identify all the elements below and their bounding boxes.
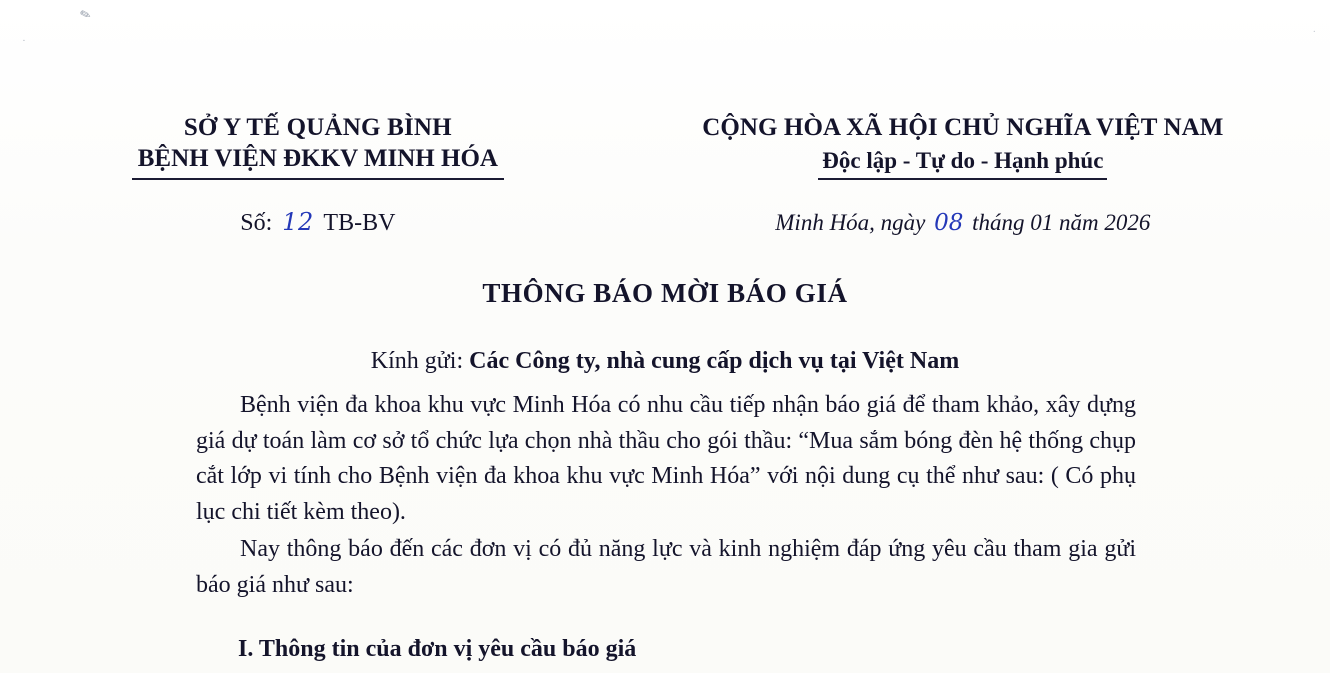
body-paragraph: Nay thông báo đến các đơn vị có đủ năng lực và kinh nghiệm đáp ứng yêu cầu tham gia gửi báo giá như sau: bbox=[196, 536, 1136, 598]
document-meta bbox=[0, 208, 1330, 237]
issuing-organization bbox=[0, 112, 596, 180]
recipient-value: Các Công ty, nhà cung cấp dịch vụ tại Việt Nam bbox=[469, 348, 960, 374]
section-heading-1: I. Thông tin của đơn vị yêu cầu báo giá bbox=[238, 636, 637, 662]
national-motto: Độc lập - Tự do - Hạnh phúc bbox=[818, 146, 1107, 180]
document-header bbox=[0, 112, 1330, 180]
document-number-suffix: TB-BV bbox=[323, 210, 396, 236]
document-body bbox=[196, 388, 1136, 605]
page-title: THÔNG BÁO MỜI BÁO GIÁ bbox=[482, 278, 848, 308]
department-name: SỞ Y TẾ QUẢNG BÌNH bbox=[183, 114, 452, 141]
recipient-label: Kính gửi: bbox=[370, 348, 464, 374]
document-number-prefix: Số: bbox=[240, 210, 273, 236]
recipient-line bbox=[0, 348, 1330, 375]
body-paragraph: Bệnh viện đa khoa khu vực Minh Hóa có nhu cầu tiếp nhận báo giá để tham khảo, xây dựng giá dự toán làm cơ sở tổ chức lựa chọn nhà thầu cho gói thầu: “Mua sắm bóng đèn hệ thống chụp cắt lớp vi tính cho Bệnh viện đa khoa khu vực Minh Hóa” với nội dung cụ thể như sau: ( Có phụ lục chi tiết kèm theo). bbox=[196, 392, 1136, 525]
month-year: tháng 01 năm 2026 bbox=[972, 210, 1151, 235]
hospital-name: BỆNH VIỆN ĐKKV MINH HÓA bbox=[132, 143, 504, 179]
national-heading bbox=[596, 112, 1330, 180]
place-date-prefix: Minh Hóa, ngày bbox=[775, 210, 926, 235]
document-number-handwritten: 12 bbox=[282, 208, 314, 236]
scan-artifact-icon: ✎ bbox=[77, 5, 93, 24]
document-number bbox=[0, 208, 596, 237]
day-handwritten: 08 bbox=[934, 210, 964, 236]
place-and-date bbox=[596, 210, 1330, 236]
country-name: CỘNG HÒA XÃ HỘI CHỦ NGHĨA VIỆT NAM bbox=[702, 114, 1224, 141]
scan-edge-speck-icon: · bbox=[1312, 27, 1316, 38]
scan-speck-icon: · bbox=[21, 34, 27, 48]
